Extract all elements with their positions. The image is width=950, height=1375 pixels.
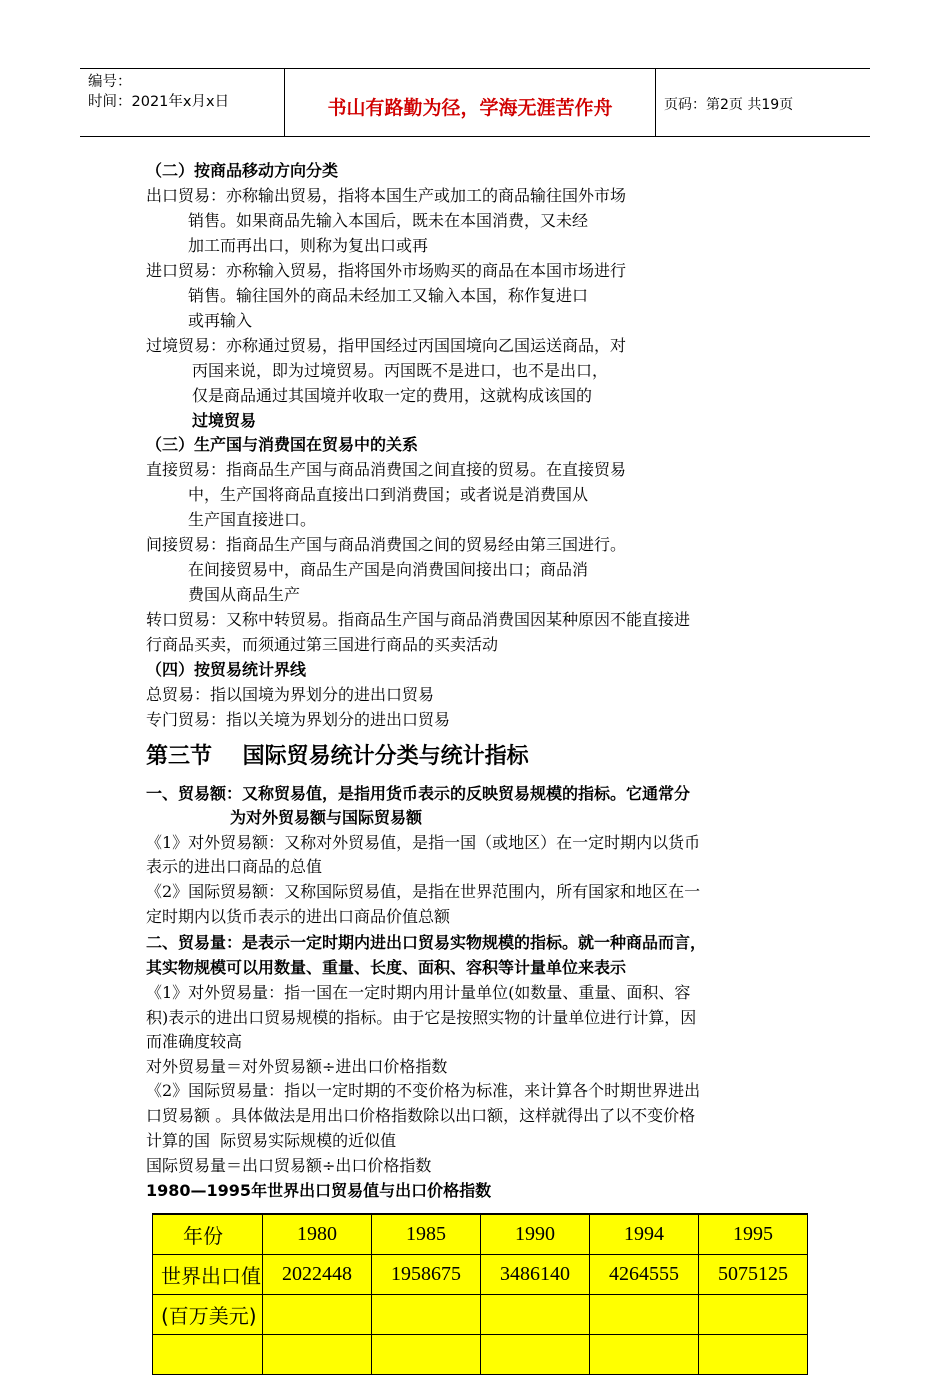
table-cell: 3486140 <box>481 1255 590 1295</box>
table-row <box>153 1295 808 1335</box>
bold-heading-line: 一、贸易额：又称贸易值，是指用货币表示的反映贸易规模的指标。它通常分 <box>146 784 691 803</box>
paragraph-line: 转口贸易：又称中转贸易。指商品生产国与商品消费国因某种原因不能直接进 <box>146 610 691 629</box>
bold-heading-line: 其实物规模可以用数量、重量、长度、面积、容积等计量单位来表示 <box>146 958 627 977</box>
paragraph-line: 或再输入 <box>188 311 253 330</box>
table-header-cell: 1985 <box>372 1214 481 1255</box>
header-page-cell <box>656 69 870 136</box>
paragraph-line: 直接贸易：指商品生产国与商品消费国之间直接的贸易。在直接贸易 <box>146 460 627 479</box>
paragraph-line: 销售。输往国外的商品未经加工又输入本国，称作复进口 <box>188 286 589 305</box>
table-row <box>153 1255 808 1295</box>
paragraph-line: 《2》国际贸易量：指以一定时期的不变价格为标准，来计算各个时期世界进出 <box>146 1081 701 1100</box>
paragraph-line: 生产国直接进口。 <box>188 510 317 529</box>
paragraph-line: 《1》对外贸易额：又称对外贸易值，是指一国（或地区）在一定时期内以货币 <box>146 833 701 852</box>
table-caption: 1980—1995年世界出口贸易值与出口价格指数 <box>146 1181 492 1200</box>
paragraph-line: 《2》国际贸易额：又称国际贸易值，是指在世界范围内，所有国家和地区在一 <box>146 882 701 901</box>
paragraph-line: 中，生产国将商品直接出口到消费国；或者说是消费国从 <box>188 485 589 504</box>
section-title: 第三节 国际贸易统计分类与统计指标 <box>146 744 529 769</box>
paragraph-line: 费国从商品生产 <box>188 585 301 604</box>
paragraph-line: 对外贸易量＝对外贸易额÷进出口价格指数 <box>146 1057 448 1076</box>
header-meta <box>80 69 284 136</box>
subsection-heading: （二）按商品移动方向分类 <box>146 161 339 180</box>
table-cell <box>481 1335 590 1375</box>
table-cell <box>372 1295 481 1335</box>
table-header-cell: 1980 <box>263 1214 372 1255</box>
table-cell: (百万美元) <box>153 1295 263 1335</box>
table-cell <box>263 1335 372 1375</box>
bold-heading-line: 二、贸易量：是表示一定时期内进出口贸易实物规模的指标。就一种商品而言， <box>146 933 707 952</box>
page-header <box>80 68 870 137</box>
motto: 书山有路勤为径，学海无涯苦作舟 <box>327 97 613 119</box>
paragraph-line: 丙国来说，即为过境贸易。丙国既不是进口，也不是出口， <box>192 361 609 380</box>
subsection-heading: （四）按贸易统计界线 <box>146 660 307 679</box>
paragraph-line: 仅是商品通过其国境并收取一定的费用，这就构成该国的 <box>192 386 593 405</box>
bold-heading-line: 为对外贸易额与国际贸易额 <box>230 808 423 827</box>
paragraph-line: 国际贸易量＝出口贸易额÷出口价格指数 <box>146 1156 432 1175</box>
paragraph-line: 过境贸易：亦称通过贸易，指甲国经过丙国国境向乙国运送商品，对 <box>146 336 627 355</box>
paragraph-line: 销售。如果商品先输入本国后，既未在本国消费，又未经 <box>188 211 589 230</box>
paragraph-line: 行商品买卖，而须通过第三国进行商品的买卖活动 <box>146 635 499 654</box>
table-cell <box>699 1295 808 1335</box>
table-header-cell: 1994 <box>590 1214 699 1255</box>
paragraph-line: 《1》对外贸易量：指一国在一定时期内用计量单位(如数量、重量、面积、容 <box>146 983 691 1002</box>
table-cell <box>481 1295 590 1335</box>
table-header-cell: 年份 <box>153 1214 263 1255</box>
table-header-cell: 1995 <box>699 1214 808 1255</box>
paragraph-line: 总贸易：指以国境为界划分的进出口贸易 <box>146 685 435 704</box>
paragraph-line: 而准确度较高 <box>146 1032 243 1051</box>
paragraph-line: 进口贸易：亦称输入贸易，指将国外市场购买的商品在本国市场进行 <box>146 261 627 280</box>
number-label: 编号： <box>88 74 132 90</box>
table-cell <box>590 1295 699 1335</box>
paragraph-line: 积)表示的进出口贸易规模的指标。由于它是按照实物的计量单位进行计算，因 <box>146 1008 697 1027</box>
time-label: 时间：2021年x月x日 <box>88 94 230 110</box>
table-cell: 2022448 <box>263 1255 372 1295</box>
paragraph-line: 在间接贸易中，商品生产国是向消费国间接出口；商品消 <box>188 560 589 579</box>
paragraph-line: 定时期内以货币表示的进出口商品价值总额 <box>146 907 451 926</box>
paragraph-line: 口贸易额 。具体做法是用出口价格指数除以出口额，这样就得出了以不变价格 <box>146 1106 696 1125</box>
table-cell <box>263 1295 372 1335</box>
table-cell: 5075125 <box>699 1255 808 1295</box>
table-cell: 世界出口值 <box>153 1255 263 1295</box>
table-cell <box>699 1335 808 1375</box>
table-header-cell: 1990 <box>481 1214 590 1255</box>
table-cell: 1958675 <box>372 1255 481 1295</box>
header-motto-cell <box>284 69 656 136</box>
subsection-heading: （三）生产国与消费国在贸易中的关系 <box>146 435 419 454</box>
paragraph-line: 过境贸易 <box>192 411 257 430</box>
table-cell: 4264555 <box>590 1255 699 1295</box>
paragraph-line: 计算的国 际贸易实际规模的近似值 <box>146 1131 397 1150</box>
table-row <box>153 1214 808 1255</box>
table-cell <box>153 1335 263 1375</box>
page-info: 页码：第2页 共19页 <box>664 97 794 113</box>
table-row <box>153 1335 808 1375</box>
table-cell <box>590 1335 699 1375</box>
export-value-table <box>152 1213 808 1375</box>
paragraph-line: 表示的进出口商品的总值 <box>146 857 323 876</box>
table-cell <box>372 1335 481 1375</box>
paragraph-line: 出口贸易：亦称输出贸易，指将本国生产或加工的商品输往国外市场 <box>146 186 627 205</box>
paragraph-line: 加工而再出口，则称为复出口或再 <box>188 236 429 255</box>
paragraph-line: 专门贸易：指以关境为界划分的进出口贸易 <box>146 710 451 729</box>
paragraph-line: 间接贸易：指商品生产国与商品消费国之间的贸易经由第三国进行。 <box>146 535 627 554</box>
